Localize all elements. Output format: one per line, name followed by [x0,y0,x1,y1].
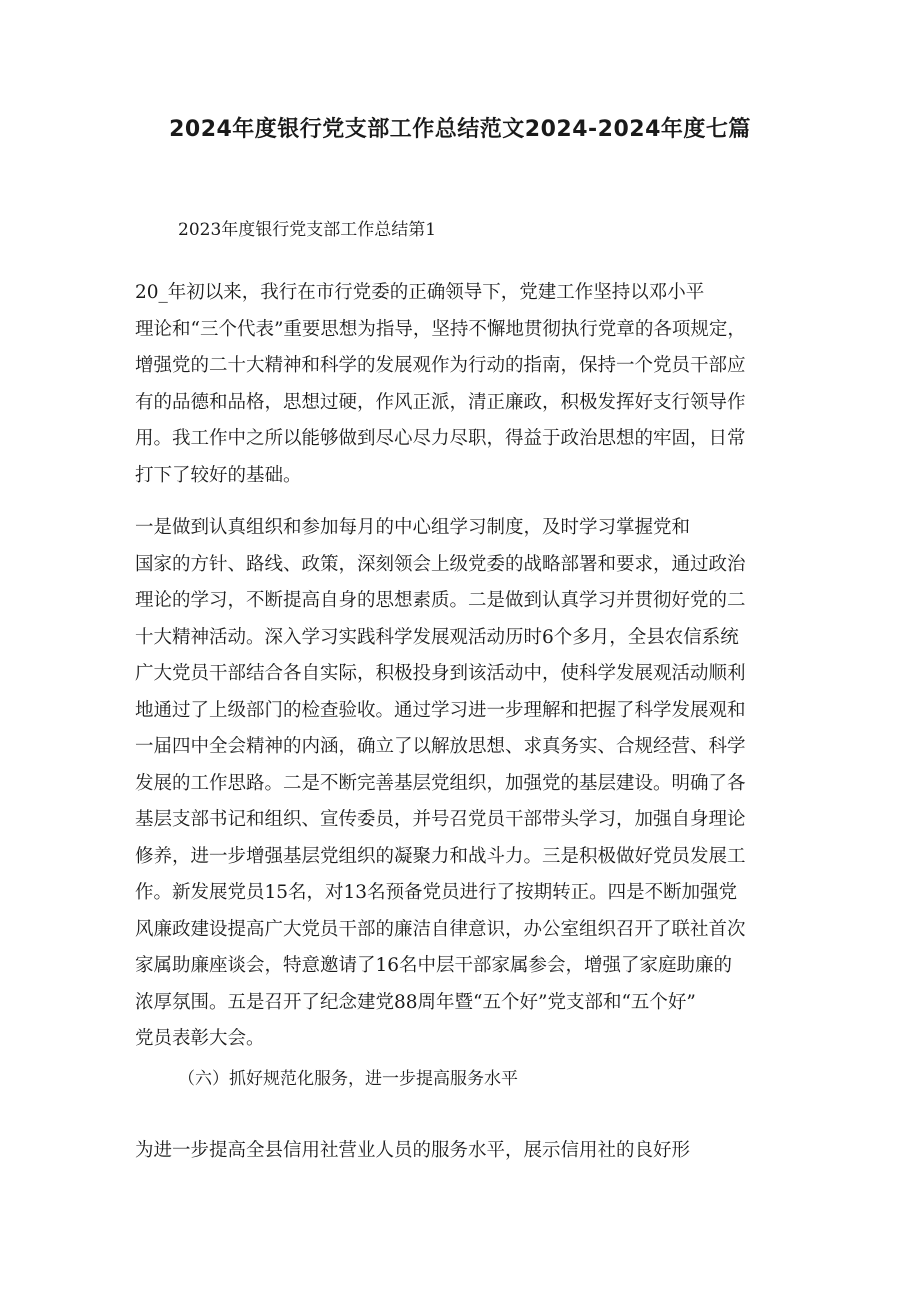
paragraph-line: 风廉政建设提高广大党员干部的廉洁自律意识，办公室组织召开了联社首次 [135,918,746,940]
paragraph-line: 浓厚氛围。五是召开了纪念建党88周年暨“五个好”党支部和“五个好” [135,991,696,1013]
paragraph-line: 党员表彰大会。 [135,1028,265,1049]
paragraph-line: 家属助廉座谈会，特意邀请了16名中层干部家属参会，增强了家庭助廉的 [135,955,733,976]
paragraph-line: 基层支部书记和组织、宣传委员，并号召党员干部带头学习，加强自身理论 [135,809,746,830]
paragraph-line: 十大精神活动。深入学习实践科学发展观活动历时6个多月，全县农信系统 [135,626,739,648]
section-subtitle: 2023年度银行党支部工作总结第1 [178,220,437,240]
paragraph-line: 广大党员干部结合各自实际，积极投身到该活动中，使科学发展观活动顺利 [135,663,746,684]
paragraph-line: 国家的方针、路线、政策，深刻领会上级党委的战略部署和要求，通过政治 [135,553,746,575]
paragraph-3 [135,1133,790,1170]
paragraph-line: 发展的工作思路。二是不断完善基层党组织，加强党的基层建设。明确了各 [135,772,746,794]
paragraph-line: 增强党的二十大精神和科学的发展观作为行动的指南，保持一个党员干部应 [135,355,746,376]
section-heading: （六）抓好规范化服务，进一步提高服务水平 [178,1069,518,1089]
paragraph-line: 有的品德和品格，思想过硬，作风正派，清正廉政，积极发挥好支行领导作 [135,391,746,413]
paragraph-line: 20_年初以来，我行在市行党委的正确领导下，党建工作坚持以邓小平 [135,282,705,303]
paragraph-line: 作。新发展党员15名，对13名预备党员进行了按期转正。四是不断加强党 [135,882,738,903]
paragraph-2 [135,510,790,1058]
paragraph-1 [135,275,790,494]
paragraph-line: 用。我工作中之所以能够做到尽心尽力尽职，得益于政治思想的牢固，日常 [135,428,746,449]
paragraph-line: 一届四中全会精神的内涵，确立了以解放思想、求真务实、合规经营、科学 [135,736,746,757]
paragraph-line: 理论的学习，不断提高自身的思想素质。二是做到认真学习并贯彻好党的二 [135,590,746,611]
paragraph-line: 地通过了上级部门的检查验收。通过学习进一步理解和把握了科学发展观和 [135,699,746,721]
paragraph-line: 修养，进一步增强基层党组织的凝聚力和战斗力。三是积极做好党员发展工 [135,845,746,867]
document-title: 2024年度银行党支部工作总结范文2024-2024年度七篇 [169,117,751,142]
paragraph-line: 一是做到认真组织和参加每月的中心组学习制度，及时学习掌握党和 [135,517,691,538]
paragraph-line: 打下了较好的基础。 [135,464,302,486]
paragraph-line: 理论和“三个代表”重要思想为指导，坚持不懈地贯彻执行党章的各项规定， [135,318,746,340]
paragraph-line: 为进一步提高全县信用社营业人员的服务水平，展示信用社的良好形 [135,1140,691,1161]
